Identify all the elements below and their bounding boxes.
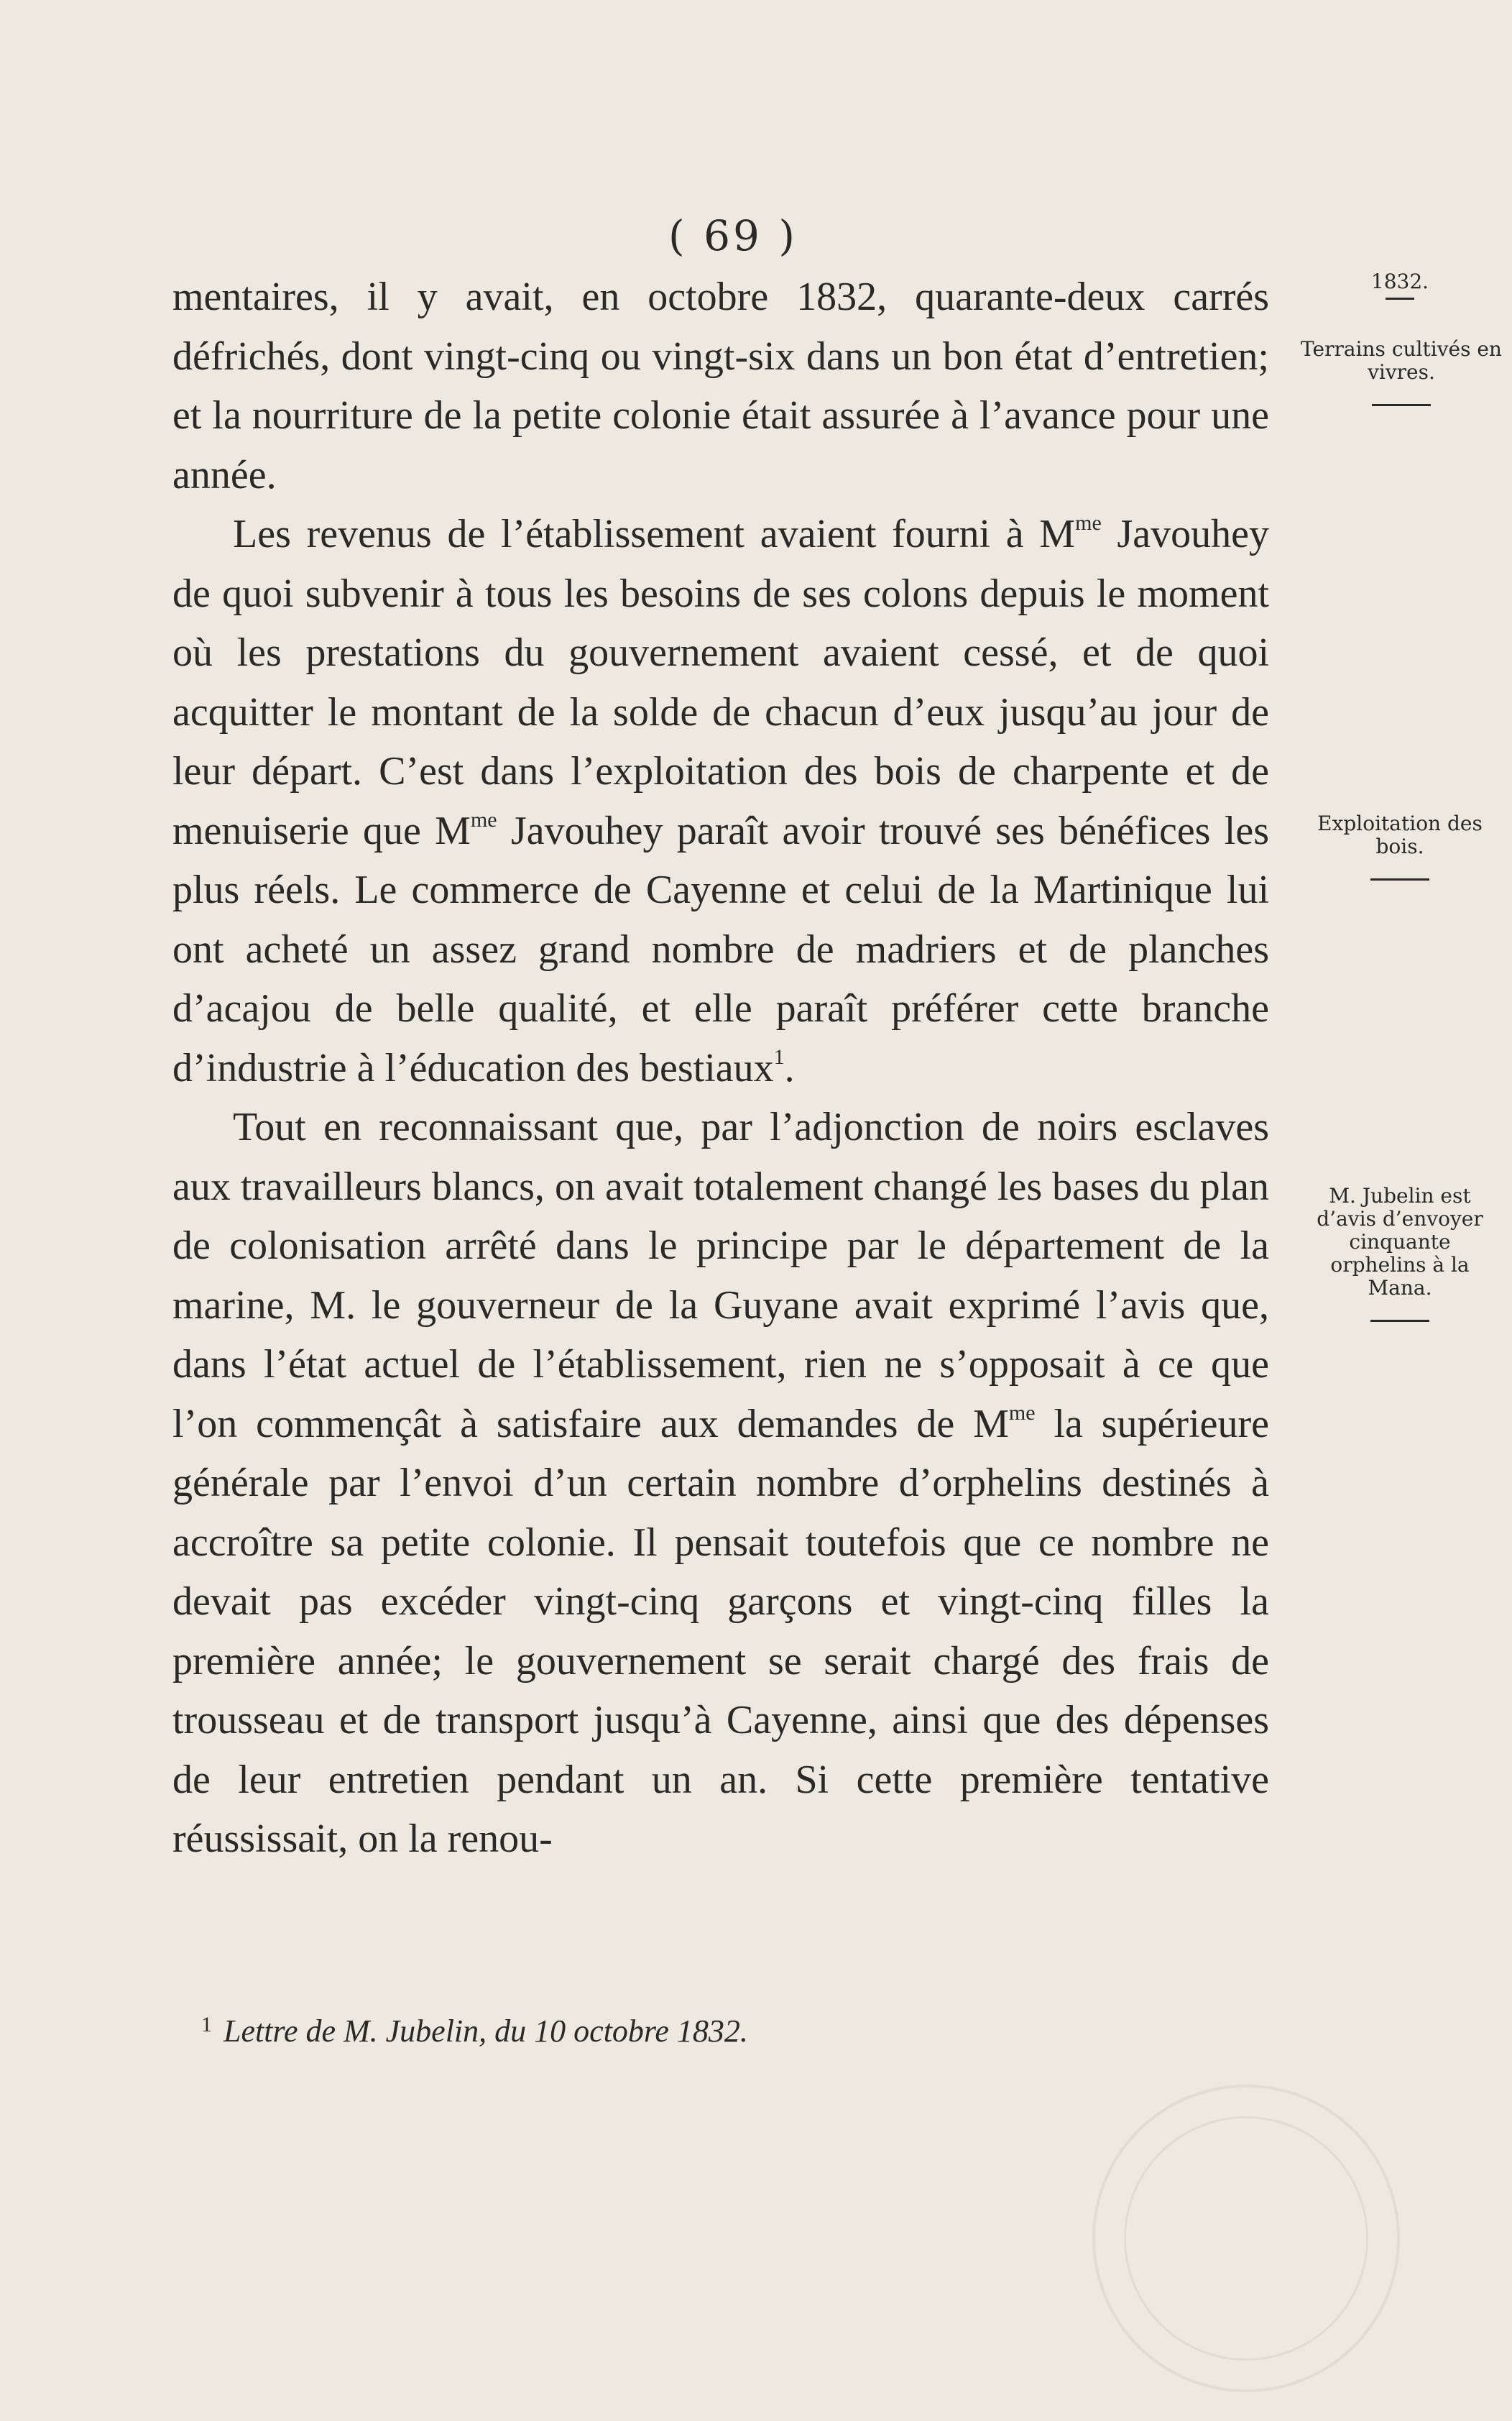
paragraph-2-part-d: . [784,1045,795,1090]
paragraph-3-part-b: la supérieure générale par l’envoi d’un certain nombre d’orphelins destinés à accroître sa petite colonie. Il pensait toutefois que ce nombre ne devait pas excéder vingt-cinq garçons et vingt-cinq filles la première année; le gouvernement se serait chargé des frais de trousseau et de transport jusqu’à Cayenne, ainsi que des dépenses de leur entretien pendant un an. Si cette première tentative réussissait, on la renou- [172,1401,1269,1861]
margin-rule [1370,1320,1429,1322]
margin-rule [1386,298,1414,300]
margin-note-year-text: 1832. [1370,270,1429,293]
margin-note-jubelin [1306,1185,1493,1322]
margin-note-bois [1306,812,1493,881]
margin-note-year [1306,270,1493,300]
footnote [201,2013,1207,2049]
paragraph-2-part-a: Les revenus de l’établissement avaient fourni à M [233,512,1076,556]
paragraph-3 [172,1098,1269,1869]
paragraph-3-part-a: Tout en reconnaissant que, par l’adjonction de noirs esclaves aux travailleurs blancs, on avait totalement changé les bases du plan de colonisation arrêté dans le principe par le département de la marine, M. le gouverneur de la Guyane avait exprimé l’avis que, dans l’état actuel de l’établissement, rien ne s’opposait à ce que l’on commençât à satisfaire aux demandes de M [172,1105,1269,1446]
superscript-me: me [470,807,497,832]
paragraph-2-part-b: Javouhey de quoi subvenir à tous les besoins de ses colons depuis le moment où les prestations du gouvernement avaient cessé, et de quoi acquitter le montant de la solde de chacun d’eux jusqu’au jour de leur départ. C’est dans l’exploitation des bois de charpente et de menuiserie que M [172,512,1269,853]
margin-note-jubelin-text: M. Jubelin est d’avis d’envoyer cinquante orphelins à la Mana. [1317,1184,1483,1300]
paragraph-2-part-c: Javouhey paraît avoir trouvé ses bénéfices les plus réels. Le commerce de Cayenne et celui de la Martinique lui ont acheté un assez grand nombre de madriers et de planches d’acajou de belle qualité, et elle paraît préférer cette branche d’industrie à l’éducation des bestiaux [172,808,1269,1090]
margin-note-terrains-text: Terrains cultivés en vivres. [1301,337,1502,384]
footnote-reference: 1 [773,1044,785,1069]
margin-note-terrains [1294,338,1509,406]
footnote-marker: 1 [201,2013,212,2036]
paragraph-2 [172,505,1269,1098]
body-text [172,267,1269,1869]
superscript-me: me [1008,1400,1036,1425]
margin-rule [1372,404,1431,406]
library-stamp [1092,2085,1400,2392]
paragraph-1: mentaires, il y avait, en octobre 1832, quarante-deux carrés défrichés, dont vingt-cinq ou vingt-six dans un bon état d’entretien; et la nourriture de la petite colonie était assurée à l’avance pour une année. [172,275,1269,497]
superscript-me: me [1075,511,1102,535]
page-number: ( 69 ) [668,211,798,260]
footnote-text: Lettre de M. Jubelin, du 10 octobre 1832. [223,2013,748,2049]
margin-rule [1370,878,1429,881]
margin-note-bois-text: Exploitation des bois. [1317,812,1483,858]
